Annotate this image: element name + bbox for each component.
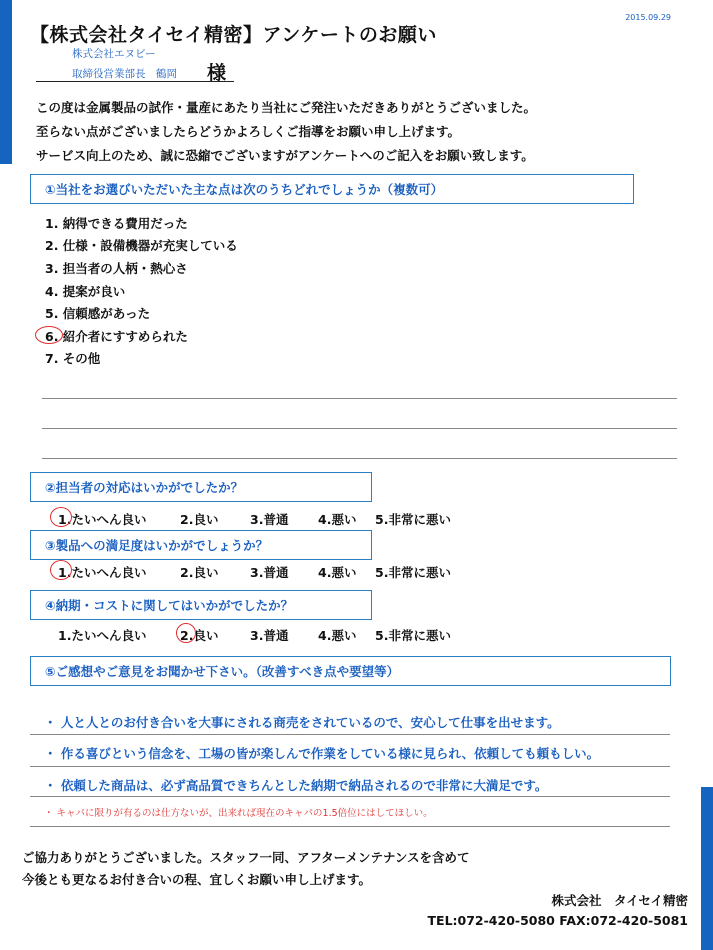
q5-comment-3: ・ 依頼した商品は、必ず高品質できちんとした納期で納品されるので非常に大満足です。	[44, 778, 548, 793]
question-2-box	[30, 472, 372, 502]
q5-line-2	[30, 766, 670, 767]
q1-selected-circle	[35, 326, 63, 344]
q3-choice-4: 4.悪い	[318, 565, 357, 580]
q2-choice-2: 2.良い	[180, 512, 219, 527]
q2-choice-3: 3.普通	[250, 512, 289, 527]
q5-comment-1: ・ 人と人とのお付き合いを大事にされる商売をされているので、安心して仕事を出せます。	[44, 715, 560, 730]
right-accent-bar	[701, 787, 713, 950]
q4-choice-3: 3.普通	[250, 628, 289, 643]
q3-choice-5: 5.非常に悪い	[375, 565, 451, 580]
q5-line-4	[30, 826, 670, 827]
question-5-label: ⑤ご感想やご意見をお聞かせ下さい。（改善すべき点や要望等）	[45, 664, 400, 679]
intro-line-2: 至らない点がございましたらどうかよろしくご指導をお願い申し上げます。	[36, 124, 461, 139]
q1-option-3: 3. 担当者の人柄・熱心さ	[45, 261, 188, 276]
question-2-label: ②担当者の対応はいかがでしたか？	[45, 480, 244, 495]
q4-choice-2: 2.良い	[180, 628, 219, 643]
intro-line-1: この度は金属製品の試作・量産にあたり当社にご発注いただきありがとうございました。	[36, 100, 537, 115]
q2-selected-circle	[50, 507, 72, 527]
q2-choice-1: 1.たいへん良い	[58, 512, 147, 527]
q5-note: ・ キャパに限りが有るのは仕方ないが、出来れば現在のキャパの1.5倍位にはしてほしい。	[44, 808, 433, 819]
recipient-company: 株式会社エヌビー	[72, 48, 156, 60]
document-title: 【株式会社タイセイ精密】アンケートのお願い	[30, 24, 437, 46]
q1-option-7: 7. その他	[45, 351, 101, 366]
q1-option-5: 5. 信頼感があった	[45, 306, 151, 321]
question-1-box	[30, 174, 634, 204]
footer-thanks-2: 今後とも更なるお付き合いの程、宜しくお願い申し上げます。	[22, 872, 372, 887]
q1-write-line-3	[42, 458, 677, 459]
q4-choice-1: 1.たいへん良い	[58, 628, 147, 643]
q3-choice-2: 2.良い	[180, 565, 219, 580]
recipient-person: 取締役営業部長 鶴岡	[72, 68, 177, 80]
q2-choice-5: 5.非常に悪い	[375, 512, 451, 527]
document-date: 2015.09.29	[625, 13, 671, 22]
q5-comment-2: ・ 作る喜びという信念を、工場の皆が楽しんで作業をしている様に見られ、依頼しても頼もしい。	[44, 746, 600, 761]
left-accent-bar	[0, 0, 12, 164]
question-1-label: ①当社をお選びいただいた主な点は次のうちどれでしょうか（複数可）	[45, 182, 444, 197]
question-3-box	[30, 530, 372, 560]
q1-write-line-1	[42, 398, 677, 399]
question-4-box	[30, 590, 372, 620]
q3-choice-3: 3.普通	[250, 565, 289, 580]
q1-option-6: 6. 紹介者にすすめられた	[45, 329, 188, 344]
honorific: 様	[207, 62, 227, 84]
q4-selected-circle	[176, 623, 196, 643]
q3-selected-circle	[50, 560, 72, 580]
recipient-underline	[36, 81, 234, 82]
q1-option-4: 4. 提案が良い	[45, 284, 126, 299]
question-5-box	[30, 656, 671, 686]
q5-line-1	[30, 734, 670, 735]
q3-choice-1: 1.たいへん良い	[58, 565, 147, 580]
intro-line-3: サービス向上のため、誠に恐縮でございますがアンケートへのご記入をお願い致します。	[36, 148, 534, 163]
q4-choice-4: 4.悪い	[318, 628, 357, 643]
q5-line-3	[30, 796, 670, 797]
question-3-label: ③製品への満足度はいかがでしょうか？	[45, 538, 269, 553]
q1-option-1: 1. 納得できる費用だった	[45, 216, 188, 231]
footer-thanks-1: ご協力ありがとうございました。スタッフ一同、アフターメンテナンスを含めて	[22, 850, 470, 865]
q1-option-2: 2. 仕様・設備機器が充実している	[45, 238, 238, 253]
q2-choice-4: 4.悪い	[318, 512, 357, 527]
signature-company: 株式会社 タイセイ精密	[551, 893, 688, 908]
contact-info: TEL:072-420-5080 FAX:072-420-5081	[427, 913, 688, 928]
q4-choice-5: 5.非常に悪い	[375, 628, 451, 643]
q1-write-line-2	[42, 428, 677, 429]
question-4-label: ④納期・コストに関してはいかがでしたか？	[45, 598, 294, 613]
